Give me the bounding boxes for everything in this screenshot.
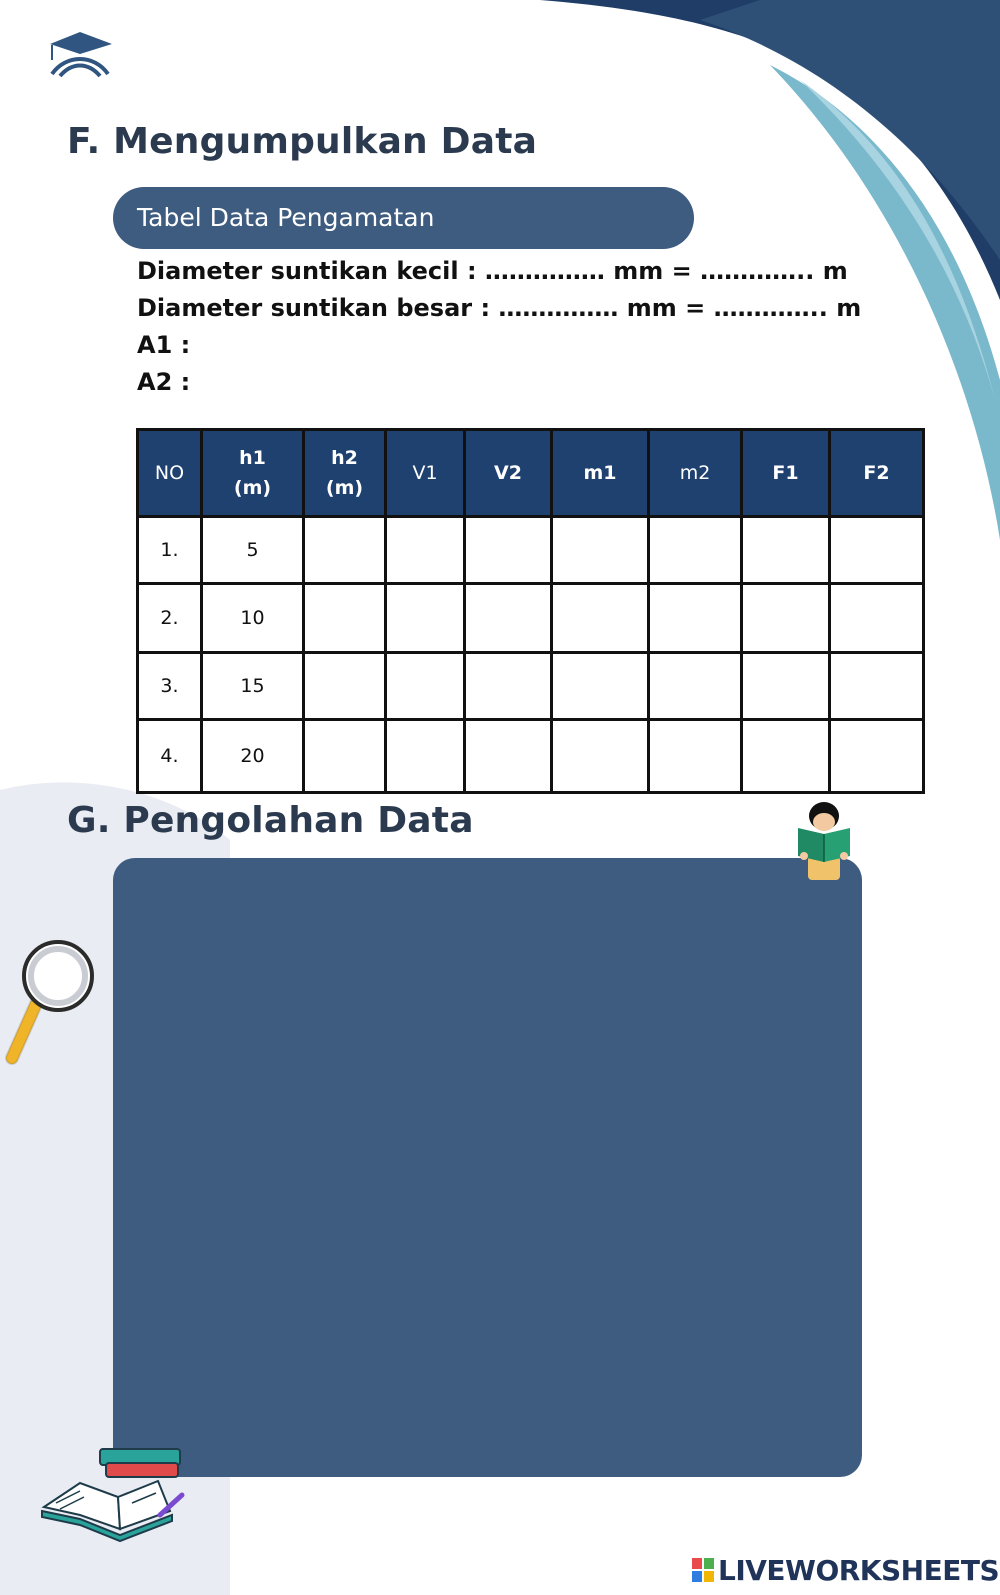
reading-student-icon: [794, 800, 854, 882]
cell-m2-input[interactable]: [649, 584, 742, 653]
cell-f2-input[interactable]: [830, 517, 924, 584]
observation-table: [136, 428, 925, 794]
cell-h1: 15: [202, 653, 304, 720]
cell-no: 2.: [138, 584, 202, 653]
cell-h1: 20: [202, 720, 304, 793]
liveworksheets-logo-icon: [692, 1558, 714, 1582]
table-header-pill: Tabel Data Pengamatan: [113, 187, 694, 249]
cell-h2-input[interactable]: [304, 517, 386, 584]
cell-no: 3.: [138, 653, 202, 720]
liveworksheets-brand: [692, 1553, 999, 1587]
header-h1: h1 (m): [202, 430, 304, 517]
header-f1: F1: [742, 430, 830, 517]
cell-v1-input[interactable]: [386, 517, 465, 584]
brand-name: LIVEWORKSHEETS: [718, 1553, 1000, 1587]
cell-f1-input[interactable]: [742, 584, 830, 653]
diameter-small-line: Diameter suntikan kecil : …………… mm = ………….. m: [137, 257, 848, 285]
cell-m2-input[interactable]: [649, 720, 742, 793]
cell-m1-input[interactable]: [552, 653, 649, 720]
cell-v2-input[interactable]: [465, 517, 552, 584]
cell-no: 4.: [138, 720, 202, 793]
cell-f1-input[interactable]: [742, 720, 830, 793]
header-m2: m2: [649, 430, 742, 517]
header-v2: V2: [465, 430, 552, 517]
cell-f2-input[interactable]: [830, 584, 924, 653]
cell-f1-input[interactable]: [742, 653, 830, 720]
cell-h1: 5: [202, 517, 304, 584]
header-f2: F2: [830, 430, 924, 517]
cell-v2-input[interactable]: [465, 584, 552, 653]
header-v1: V1: [386, 430, 465, 517]
data-processing-answer-area[interactable]: [113, 858, 862, 1477]
cell-h2-input[interactable]: [304, 584, 386, 653]
cell-m1-input[interactable]: [552, 517, 649, 584]
table-row: [138, 653, 924, 720]
diameter-large-line: Diameter suntikan besar : …………… mm = ………….. m: [137, 294, 862, 322]
cell-m1-input[interactable]: [552, 720, 649, 793]
header-h2: h2 (m): [304, 430, 386, 517]
cell-f2-input[interactable]: [830, 720, 924, 793]
cell-v2-input[interactable]: [465, 653, 552, 720]
a1-line: A1 :: [137, 331, 191, 359]
header-no: NO: [138, 430, 202, 517]
cell-m2-input[interactable]: [649, 517, 742, 584]
cell-h2-input[interactable]: [304, 720, 386, 793]
cell-v1-input[interactable]: [386, 653, 465, 720]
section-g-title: G. Pengolahan Data: [67, 800, 474, 841]
graduation-cap-logo-icon: [46, 30, 116, 82]
cell-h1: 10: [202, 584, 304, 653]
cell-m2-input[interactable]: [649, 653, 742, 720]
cell-no: 1.: [138, 517, 202, 584]
cell-f1-input[interactable]: [742, 517, 830, 584]
cell-h2-input[interactable]: [304, 653, 386, 720]
cell-v1-input[interactable]: [386, 720, 465, 793]
cell-f2-input[interactable]: [830, 653, 924, 720]
cell-v1-input[interactable]: [386, 584, 465, 653]
table-row: [138, 517, 924, 584]
a2-line: A2 :: [137, 368, 191, 396]
cell-m1-input[interactable]: [552, 584, 649, 653]
table-row: [138, 584, 924, 653]
magnifying-glass-icon: [2, 936, 94, 1066]
table-row: [138, 720, 924, 793]
section-f-title: F. Mengumpulkan Data: [67, 121, 538, 162]
table-header-row: [138, 430, 924, 517]
header-m1: m1: [552, 430, 649, 517]
open-book-stack-icon: [40, 1445, 190, 1543]
cell-v2-input[interactable]: [465, 720, 552, 793]
